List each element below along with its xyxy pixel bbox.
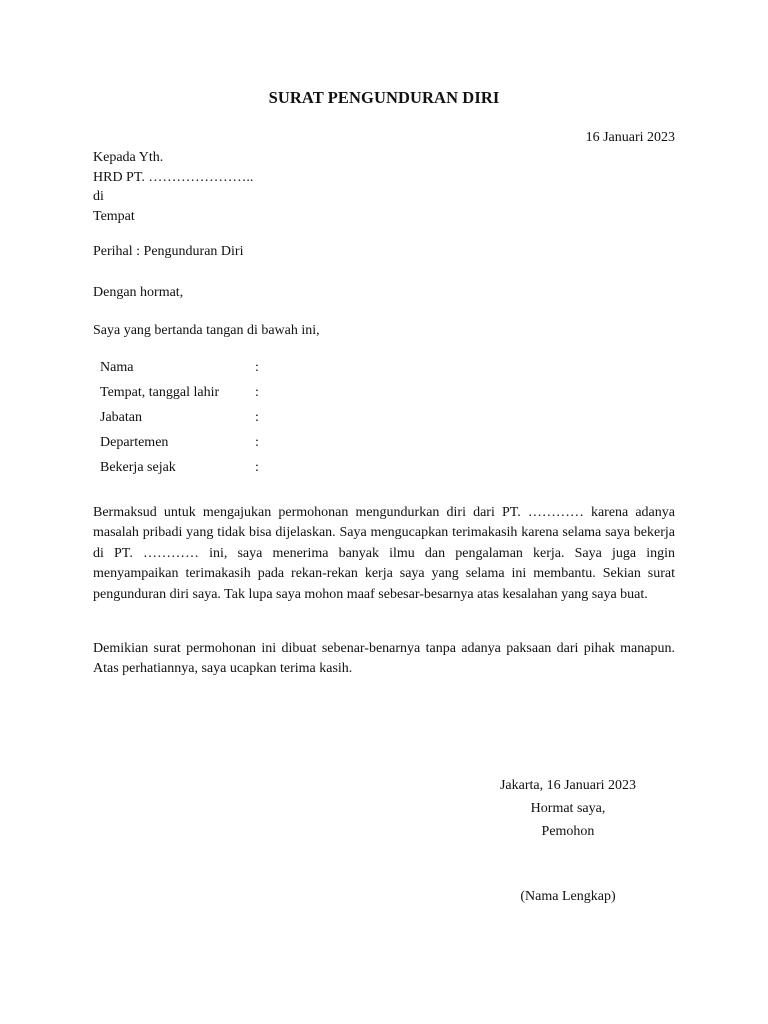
field-colon: : bbox=[255, 385, 259, 400]
signature-place-date: Jakarta, 16 Januari 2023 bbox=[499, 778, 637, 793]
field-label: Bekerja sejak bbox=[100, 460, 176, 475]
recipient-block bbox=[93, 148, 253, 226]
signature-role: Pemohon bbox=[541, 824, 595, 839]
letter-title: SURAT PENGUNDURAN DIRI bbox=[268, 88, 500, 107]
field-label: Tempat, tanggal lahir bbox=[100, 385, 220, 400]
field-label: Departemen bbox=[100, 435, 169, 450]
signature-name: (Nama Lengkap) bbox=[520, 889, 616, 904]
field-colon: : bbox=[255, 460, 259, 475]
field-label: Jabatan bbox=[100, 410, 142, 425]
recipient-salutation: Kepada Yth. bbox=[93, 150, 164, 165]
signature-block bbox=[466, 774, 670, 843]
signature-regards: Hormat saya, bbox=[530, 801, 606, 816]
letter-intro: Saya yang bertanda tangan di bawah ini, bbox=[93, 323, 320, 338]
letter-date: 16 Januari 2023 bbox=[585, 130, 675, 145]
recipient-preposition: di bbox=[93, 189, 104, 204]
field-label: Nama bbox=[100, 360, 134, 375]
body-paragraph-1: Bermaksud untuk mengajukan permohonan mengundurkan diri dari PT. ………… karena adanya masalah pribadi yang tidak bisa dijelaskan. Saya mengucapkan terimakasih karena selama saya bekerja di PT. ………… ini, saya menerima banyak ilmu dan pengalaman kerja. Saya juga ingin menyampaikan terimakasih pada rekan-rekan kerja saya yang selama ini membantu. Sekian surat pengunduran diri saya. Tak lupa saya mohon maaf sebesar-besarnya atas kesalahan yang saya buat. bbox=[93, 505, 675, 602]
field-colon: : bbox=[255, 435, 259, 450]
recipient-company: HRD PT. ………………….. bbox=[93, 169, 254, 185]
letter-subject: Perihal : Pengunduran Diri bbox=[93, 244, 244, 259]
body-paragraph-2: Demikian surat permohonan ini dibuat sebenar-benarnya tanpa adanya paksaan dari pihak manapun. Atas perhatiannya, saya ucapkan terima kasih. bbox=[93, 641, 675, 677]
field-colon: : bbox=[255, 410, 259, 425]
recipient-place: Tempat bbox=[93, 208, 135, 224]
field-colon: : bbox=[255, 360, 259, 375]
letter-greeting: Dengan hormat, bbox=[93, 285, 184, 300]
